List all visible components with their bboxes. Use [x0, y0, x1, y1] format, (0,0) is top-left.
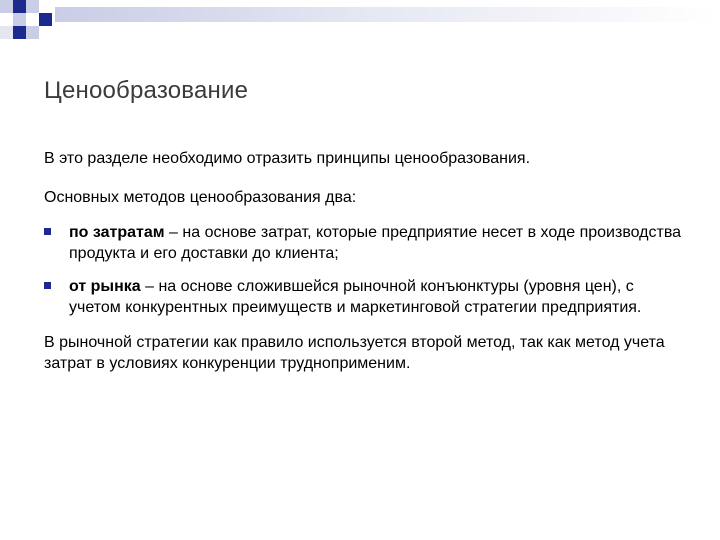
square-bullet-icon [44, 282, 51, 289]
intro-paragraph: В это разделе необходимо отразить принципы ценообразования. [44, 150, 531, 167]
list-item [44, 222, 684, 264]
header-decoration [0, 0, 720, 60]
square-bullet-icon [44, 228, 51, 235]
list-item [44, 276, 684, 318]
bullet-term: от рынка [69, 278, 141, 295]
slide-title: Ценообразование [44, 77, 249, 104]
bullet-term: по затратам [69, 224, 165, 241]
bullet-text: – на основе сложившейся рыночной конъюнктуры (уровня цен), с учетом конкурентных преимуществ и маркетинговой стратегии предприятия. [69, 278, 642, 316]
bullet-text: – на основе затрат, которые предприятие несет в ходе производства продукта и его доставки до клиента; [69, 224, 682, 262]
methods-heading: Основных методов ценообразования два: [44, 189, 357, 206]
conclusion-paragraph: В рыночной стратегии как правило используется второй метод, так как метод учета затрат в условиях конкуренции трудноприменим. [44, 334, 665, 372]
methods-list [44, 222, 684, 318]
slide-body [44, 148, 684, 374]
